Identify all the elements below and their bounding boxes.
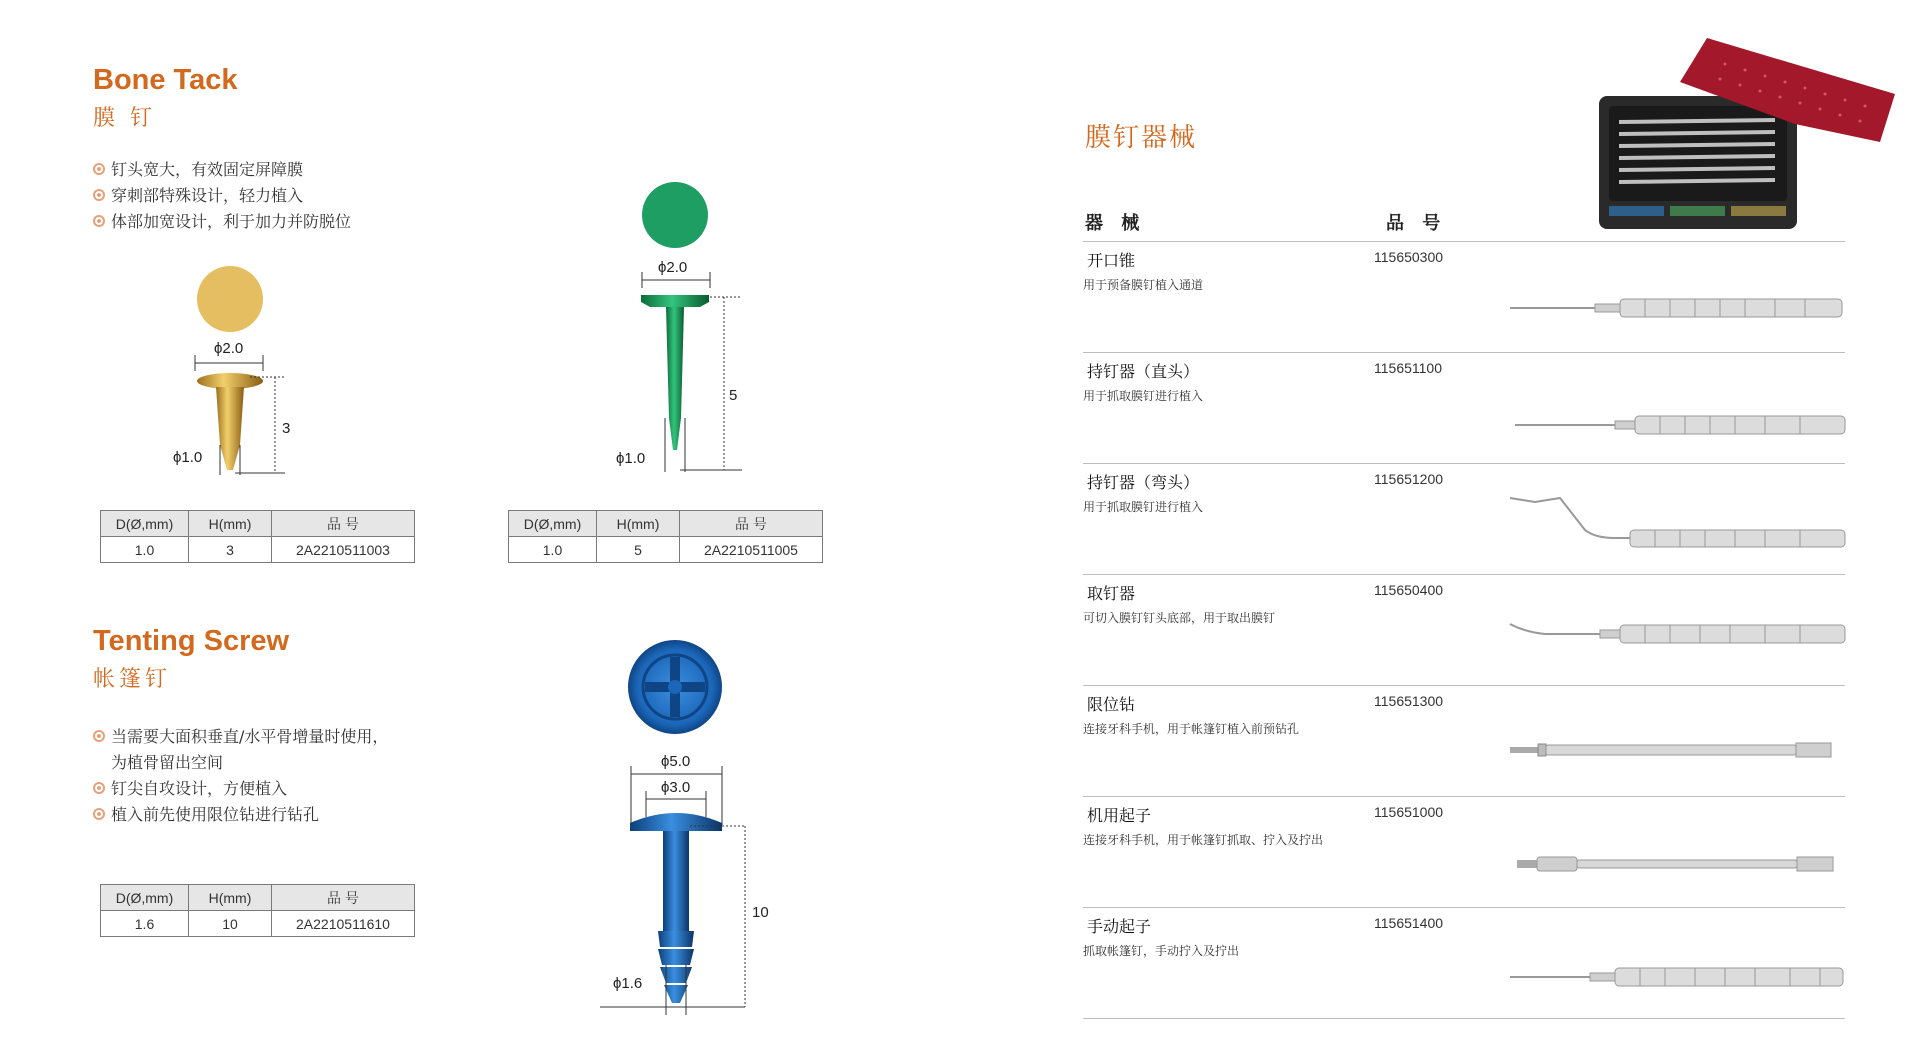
bullet-icon [93,189,105,201]
screw-tip-diameter: ϕ1.6 [613,975,643,992]
instrument-tray-icon [1595,34,1900,234]
feature-item: 钉头宽大，有效固定屏障膜 [93,157,351,183]
tenting-screw-subtitle: 帐篷钉 [93,667,172,692]
feature-item: 当需要大面积垂直/水平骨增量时使用， [93,724,388,750]
instrument-code: 115651000 [1374,804,1444,820]
gold-tack-spec-table [100,510,415,563]
machine-driver-icon [1515,852,1840,876]
header-diameter: D(Ø,mm) [101,511,189,537]
bone-tack-title: Bone Tack [93,64,238,96]
instrument-description: 用于预备膜钉植入通道 [1083,278,1204,292]
tenting-screw-spec-table: D(Ø,mm) H(mm) 品 号 1.6 10 2A2210511610 [100,884,415,937]
instrument-name: 限位钻 [1087,695,1136,714]
green-tack-head-top-icon [642,182,708,248]
instrument-name: 开口锥 [1087,251,1136,270]
gold-head-diameter: ϕ2.0 [214,340,244,357]
instrument-code: 115651100 [1374,360,1442,376]
green-tip-diameter: ϕ1.0 [616,450,646,467]
tenting-screw-illustration [600,635,760,1020]
feature-item-continued: 为植骨留出空间 [111,753,224,772]
divider [1083,907,1845,908]
feature-item: 钉尖自攻设计，方便植入 [93,776,388,802]
instrument-description: 连接牙科手机，用于帐篷钉抓取、拧入及拧出 [1083,833,1324,847]
green-tack-spec-table: D(Ø,mm) H(mm) 品 号 1.0 5 2A2210511005 [508,510,823,563]
divider [1083,463,1845,464]
tenting-screw-head-top-icon [628,640,722,734]
divider [1083,241,1845,242]
divider [1083,1018,1845,1019]
instrument-description: 抓取帐篷钉，手动拧入及拧出 [1083,944,1240,958]
tack-remover-icon [1505,620,1850,650]
header-height: H(mm) [189,511,272,537]
bullet-icon [93,782,105,794]
bullet-icon [93,808,105,820]
green-head-diameter: ϕ2.0 [658,259,688,276]
instrument-name: 手动起子 [1087,917,1152,936]
tenting-screw-title: Tenting Screw [93,625,290,657]
bone-tack-subtitle: 膜 钉 [93,106,156,131]
feature-item: 穿刺部特殊设计，轻力植入 [93,183,351,209]
divider [1083,796,1845,797]
green-bone-tack-illustration [620,178,750,478]
instrument-description: 可切入膜钉钉头底部，用于取出膜钉 [1083,611,1276,625]
gold-tack-head-top-icon [197,266,263,332]
gold-tip-diameter: ϕ1.0 [173,449,203,466]
straight-holder-icon [1510,413,1850,437]
screw-head-outer-diameter: ϕ5.0 [661,753,691,770]
header-code: 品 号 [272,511,415,537]
tenting-screw-features [93,724,388,828]
column-header-instrument: 器 械 [1085,213,1146,234]
instrument-code: 115650400 [1374,582,1444,598]
awl-instrument-icon [1505,296,1850,320]
hand-driver-icon [1505,965,1850,989]
feature-item: 体部加宽设计，利于加力并防脱位 [93,209,351,235]
green-height: 5 [729,387,738,404]
divider [1083,574,1845,575]
table-row: 1.6 10 2A2210511610 [101,911,415,937]
instrument-description: 用于抓取膜钉进行植入 [1083,389,1204,403]
screw-height: 10 [752,904,769,921]
divider [1083,352,1845,353]
bullet-icon [93,163,105,175]
instrument-description: 连接牙科手机，用于帐篷钉植入前预钻孔 [1083,722,1300,736]
instrument-name: 持钉器（弯头） [1087,473,1200,492]
gold-height: 3 [282,420,291,437]
feature-item: 植入前先使用限位钻进行钻孔 [93,802,388,828]
screw-head-inner-diameter: ϕ3.0 [661,779,691,796]
instrument-name: 持钉器（直头） [1087,362,1200,381]
divider [1083,685,1845,686]
instrument-code: 115651300 [1374,693,1444,709]
instrument-name: 取钉器 [1087,584,1136,603]
table-row: 1.0 5 2A2210511005 [509,537,823,563]
instruments-title: 膜钉器械 [1085,123,1198,153]
instrument-code: 115651400 [1374,915,1444,931]
bullet-icon [93,215,105,227]
instrument-name: 机用起子 [1087,806,1152,825]
bent-holder-icon [1505,490,1850,550]
instrument-code: 115650300 [1374,249,1444,265]
table-row: 1.0 3 2A2210511003 [101,537,415,563]
column-header-code: 品 号 [1386,213,1447,234]
instrument-description: 用于抓取膜钉进行植入 [1083,500,1204,514]
bullet-icon [93,730,105,742]
bone-tack-features [93,157,351,235]
stop-drill-icon [1508,738,1838,762]
instrument-code: 115651200 [1374,471,1444,487]
